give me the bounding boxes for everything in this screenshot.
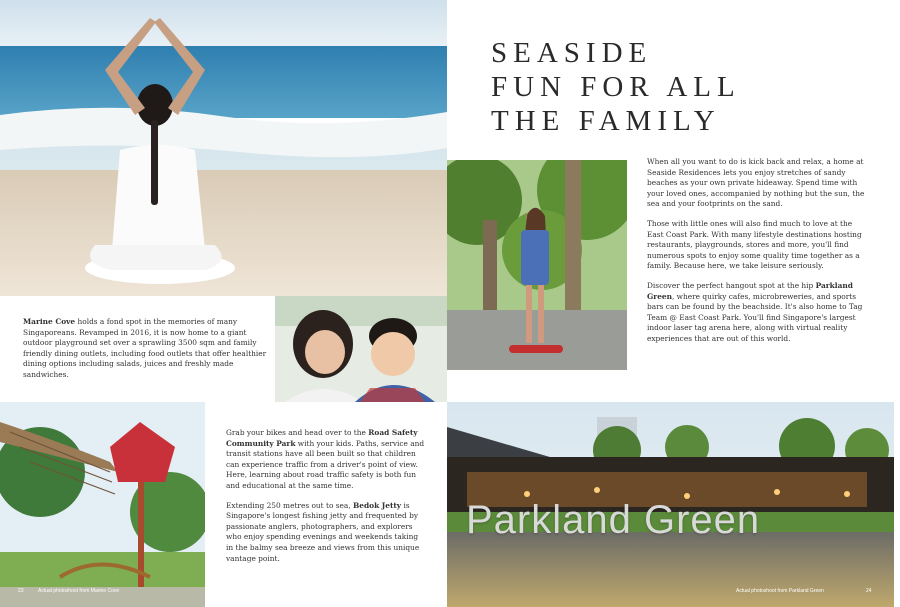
road-safety-park-label: Road Safety Community Park [226,428,418,448]
left-page-number: 23 [18,588,24,594]
marine-cove-label: Marine Cove [23,317,76,326]
hoverboard-girl-photo [447,160,627,370]
page-title [491,36,891,138]
road-safety-paragraph: Grab your bikes and head over to the Road Safety Community Park with your kids. Paths, service and transit stations have all been built so that children can experience traffic from a driver's point of view. Here, learning about road traffic safety is both fun and educational at the same time. [226,428,425,490]
title-line-2: FUN FOR ALL [491,71,741,103]
marine-cove-text [23,317,268,390]
marine-cove-paragraph: Marine Cove holds a fond spot in the memories of many Singaporeans. Revamped in 2016, it is now home to a giant outdoor playground set over a sprawling 3500 sqm and family friendly dining outlets, including food outlets that offer healthier dining options including salads, juices and freshly made sandwiches. [23,317,267,379]
parkland-green-link: Parkland Green [647,280,853,301]
playground-photo [0,402,205,607]
bedok-jetty-label: Bedok Jetty [353,500,402,510]
intro-text [647,157,869,354]
bedok-jetty-paragraph: Extending 250 metres out to sea, Bedok Jetty is Singapore's longest fishing jetty and frequented by passionate anglers, photographers, and explorers who enjoy spending evenings and weekends taking in the balmy sea breeze and views from this unique vantage point. [226,500,420,563]
mother-son-photo [275,296,447,402]
right-page-number: 24 [866,588,872,594]
beach-yoga-photo [0,0,447,296]
right-photo-caption: Actual photoshoot from Parkland Green [736,588,824,594]
intro-paragraph-2: Those with little ones will also find much to love at the East Coast Park. With many lifestyle destinations hosting restaurants, playgrounds, stores and more, you'll find numerous spots to enjoy some quality time together as a family. Because here, we take leisure seriously. [647,218,862,271]
title-line-3: THE FAMILY [491,105,721,137]
title-line-1: SEASIDE [491,37,653,69]
road-safety-text [226,428,426,573]
left-photo-caption: Actual photoshoot from Marine Cove [38,588,120,594]
intro-paragraph-3: Discover the perfect hangout spot at the hip Parkland Green, where quirky cafes, microbreweries, and sports bars can be found by the beachside. It's also home to Tag Team @ East Coast Park. You'll find Singapore's largest indoor laser tag arena here, along with virtual reality experiences that are out of this world. [647,280,863,343]
intro-paragraph-1: When all you want to do is kick back and relax, a home at Seaside Residences lets you enjoy stretches of sandy beaches as your own private hideaway. Spend time with your loved ones, accompanied by nothing but the sun, the sea and your footprints on the sand. [647,157,865,209]
parkland-green-sign: Parkland Green [466,498,761,542]
